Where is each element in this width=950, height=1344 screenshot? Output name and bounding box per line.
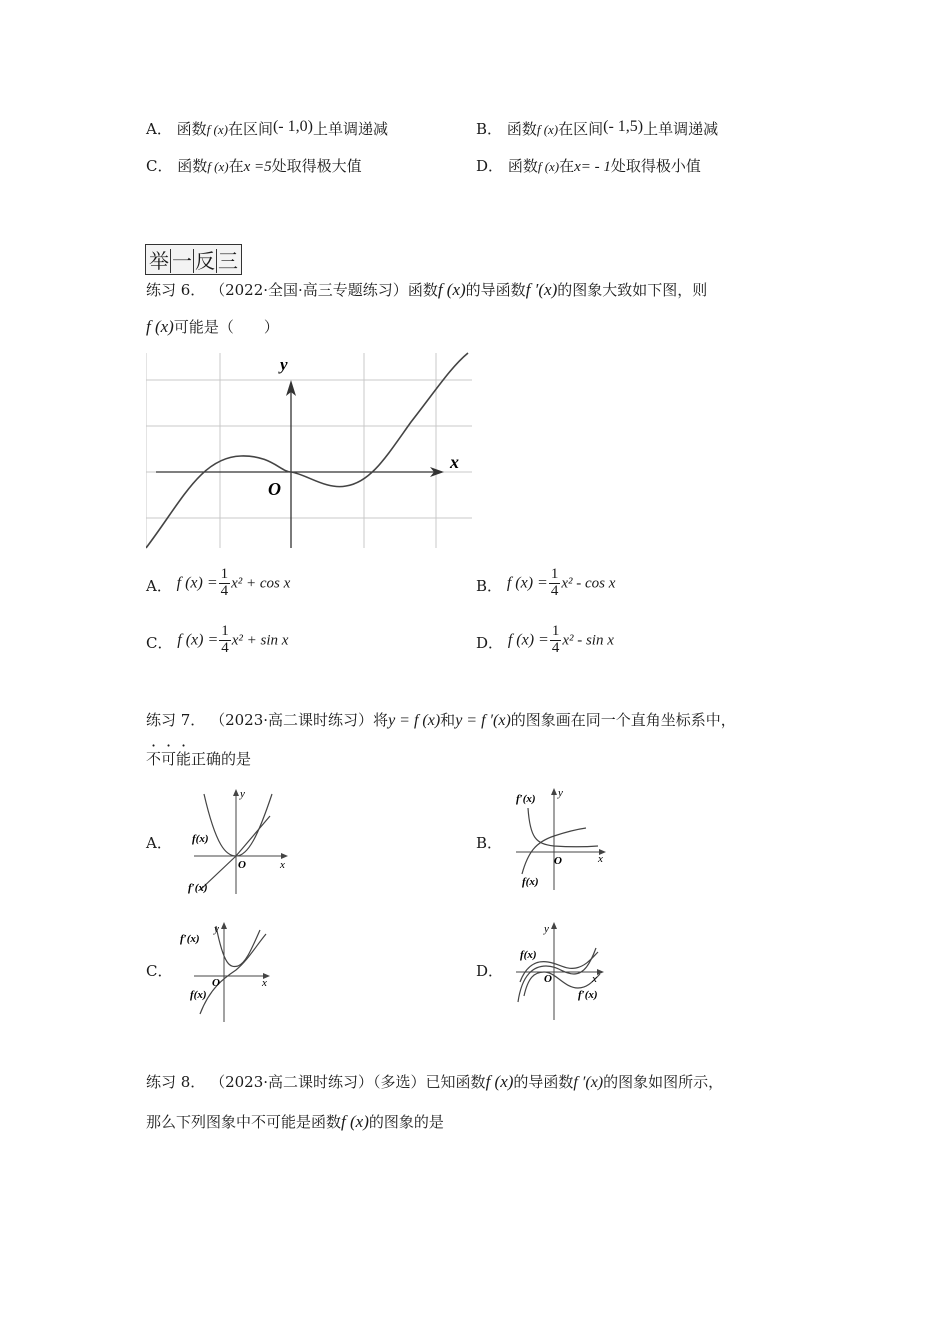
svg-text:y: y	[214, 923, 219, 935]
svg-text:y: y	[558, 787, 563, 799]
svg-text:f′(x): f′(x)	[180, 933, 200, 945]
svg-text:f(x): f(x)	[192, 833, 209, 845]
svg-text:f′(x): f′(x)	[578, 989, 598, 1001]
ex7-option-b-letter: B．	[476, 834, 503, 852]
ex7-option-a-letter: A．	[146, 834, 172, 852]
option-letter: A．	[146, 120, 172, 138]
option-d-prev: D． 函数f (x)在x= - 1处取得极小值	[476, 157, 701, 175]
ex7-question-line2: 不可能正确的是	[146, 750, 252, 768]
svg-text:y: y	[240, 788, 245, 800]
y-axis-label: y	[280, 355, 288, 374]
svg-text:x: x	[598, 853, 603, 865]
svg-text:x: x	[592, 973, 597, 985]
ex7-question-line1: 练习 7． （2023·高二课时练习）将y = f (x)和y = f ′(x)的图象画在同一个直角坐标系中，	[146, 711, 736, 729]
svg-text:f′(x): f′(x)	[188, 882, 208, 894]
fraction: $\frac{1}{4}$	[220, 566, 229, 599]
svg-text:f(x): f(x)	[190, 989, 207, 1001]
exercise-source: （2023·高二课时练习）	[210, 711, 374, 729]
svg-text:y: y	[544, 923, 549, 935]
fraction: $\frac{1}{4}$	[221, 623, 229, 656]
svg-text:O: O	[544, 973, 552, 985]
section-tag: 举 一 反 三	[145, 244, 242, 275]
option-letter: D．	[476, 157, 504, 175]
ex6-option-c: C． f (x) = $\frac{1}{4}$ x² + sin x	[146, 623, 289, 656]
ex6-question-line1: 练习 6． （2022·全国·高三专题练习）函数f (x)的导函数f ′(x)的图象大致如下图，则	[146, 280, 708, 299]
option-b-prev: B． 函数f (x)在区间(- 1,5)上单调递减	[476, 118, 719, 138]
ex6-option-a: A． f (x) = $\frac{1}{4}$ x² + cos x	[146, 566, 291, 599]
ex6-question-line2: f (x)可能是（ ）	[146, 317, 279, 336]
svg-text:x: x	[262, 977, 267, 989]
ex7-graph-a	[186, 786, 296, 898]
exercise-label: 练习 6．	[146, 281, 206, 299]
svg-text:O: O	[238, 859, 246, 871]
ex7-option-c-letter: C．	[146, 962, 173, 980]
ex8-question-line2: 那么下列图象中不可能是函数f (x)的图象的是	[146, 1112, 444, 1131]
derivative-curve	[146, 353, 468, 548]
svg-text:f(x): f(x)	[520, 949, 537, 961]
svg-text:f(x): f(x)	[522, 876, 539, 888]
ex6-derivative-graph	[146, 352, 472, 552]
origin-label: O	[268, 479, 281, 499]
svg-text:f′(x): f′(x)	[516, 793, 536, 805]
svg-text:x: x	[280, 859, 285, 871]
x-axis-label: x	[450, 452, 459, 472]
exercise-label: 练习 7．	[146, 711, 206, 729]
ex7-graph-b	[514, 786, 614, 892]
ex6-option-d: D． f (x) = $\frac{1}{4}$ x² - sin x	[476, 623, 614, 656]
option-letter: B．	[476, 120, 503, 138]
fraction: $\frac{1}{4}$	[551, 623, 560, 656]
exercise-source: （2022·全国·高三专题练习）	[210, 281, 408, 299]
svg-text:O: O	[212, 977, 220, 989]
option-a-prev: A． 函数f (x)在区间(- 1,0)上单调递减	[146, 118, 388, 138]
fraction: $\frac{1}{4}$	[550, 566, 559, 599]
ex8-question-line1: 练习 8． （2023·高二课时练习）（多选）已知函数f (x)的导函数f ′(x)的图象如图所示，	[146, 1072, 724, 1091]
ex6-option-b: B． f (x) = $\frac{1}{4}$ x² - cos x	[476, 566, 616, 599]
ex7-graph-c	[180, 918, 280, 1024]
grid-lines	[146, 353, 472, 548]
ex7-graph-d	[512, 918, 618, 1024]
option-c-prev: C． 函数f (x)在x =5处取得极大值	[146, 157, 362, 175]
svg-text:O: O	[554, 855, 562, 867]
option-letter: C．	[146, 157, 173, 175]
ex7-option-d-letter: D．	[476, 962, 504, 980]
exercise-label: 练习 8．	[146, 1073, 206, 1091]
exercise-source: （2023·高二课时练习）（多选）	[210, 1073, 426, 1091]
